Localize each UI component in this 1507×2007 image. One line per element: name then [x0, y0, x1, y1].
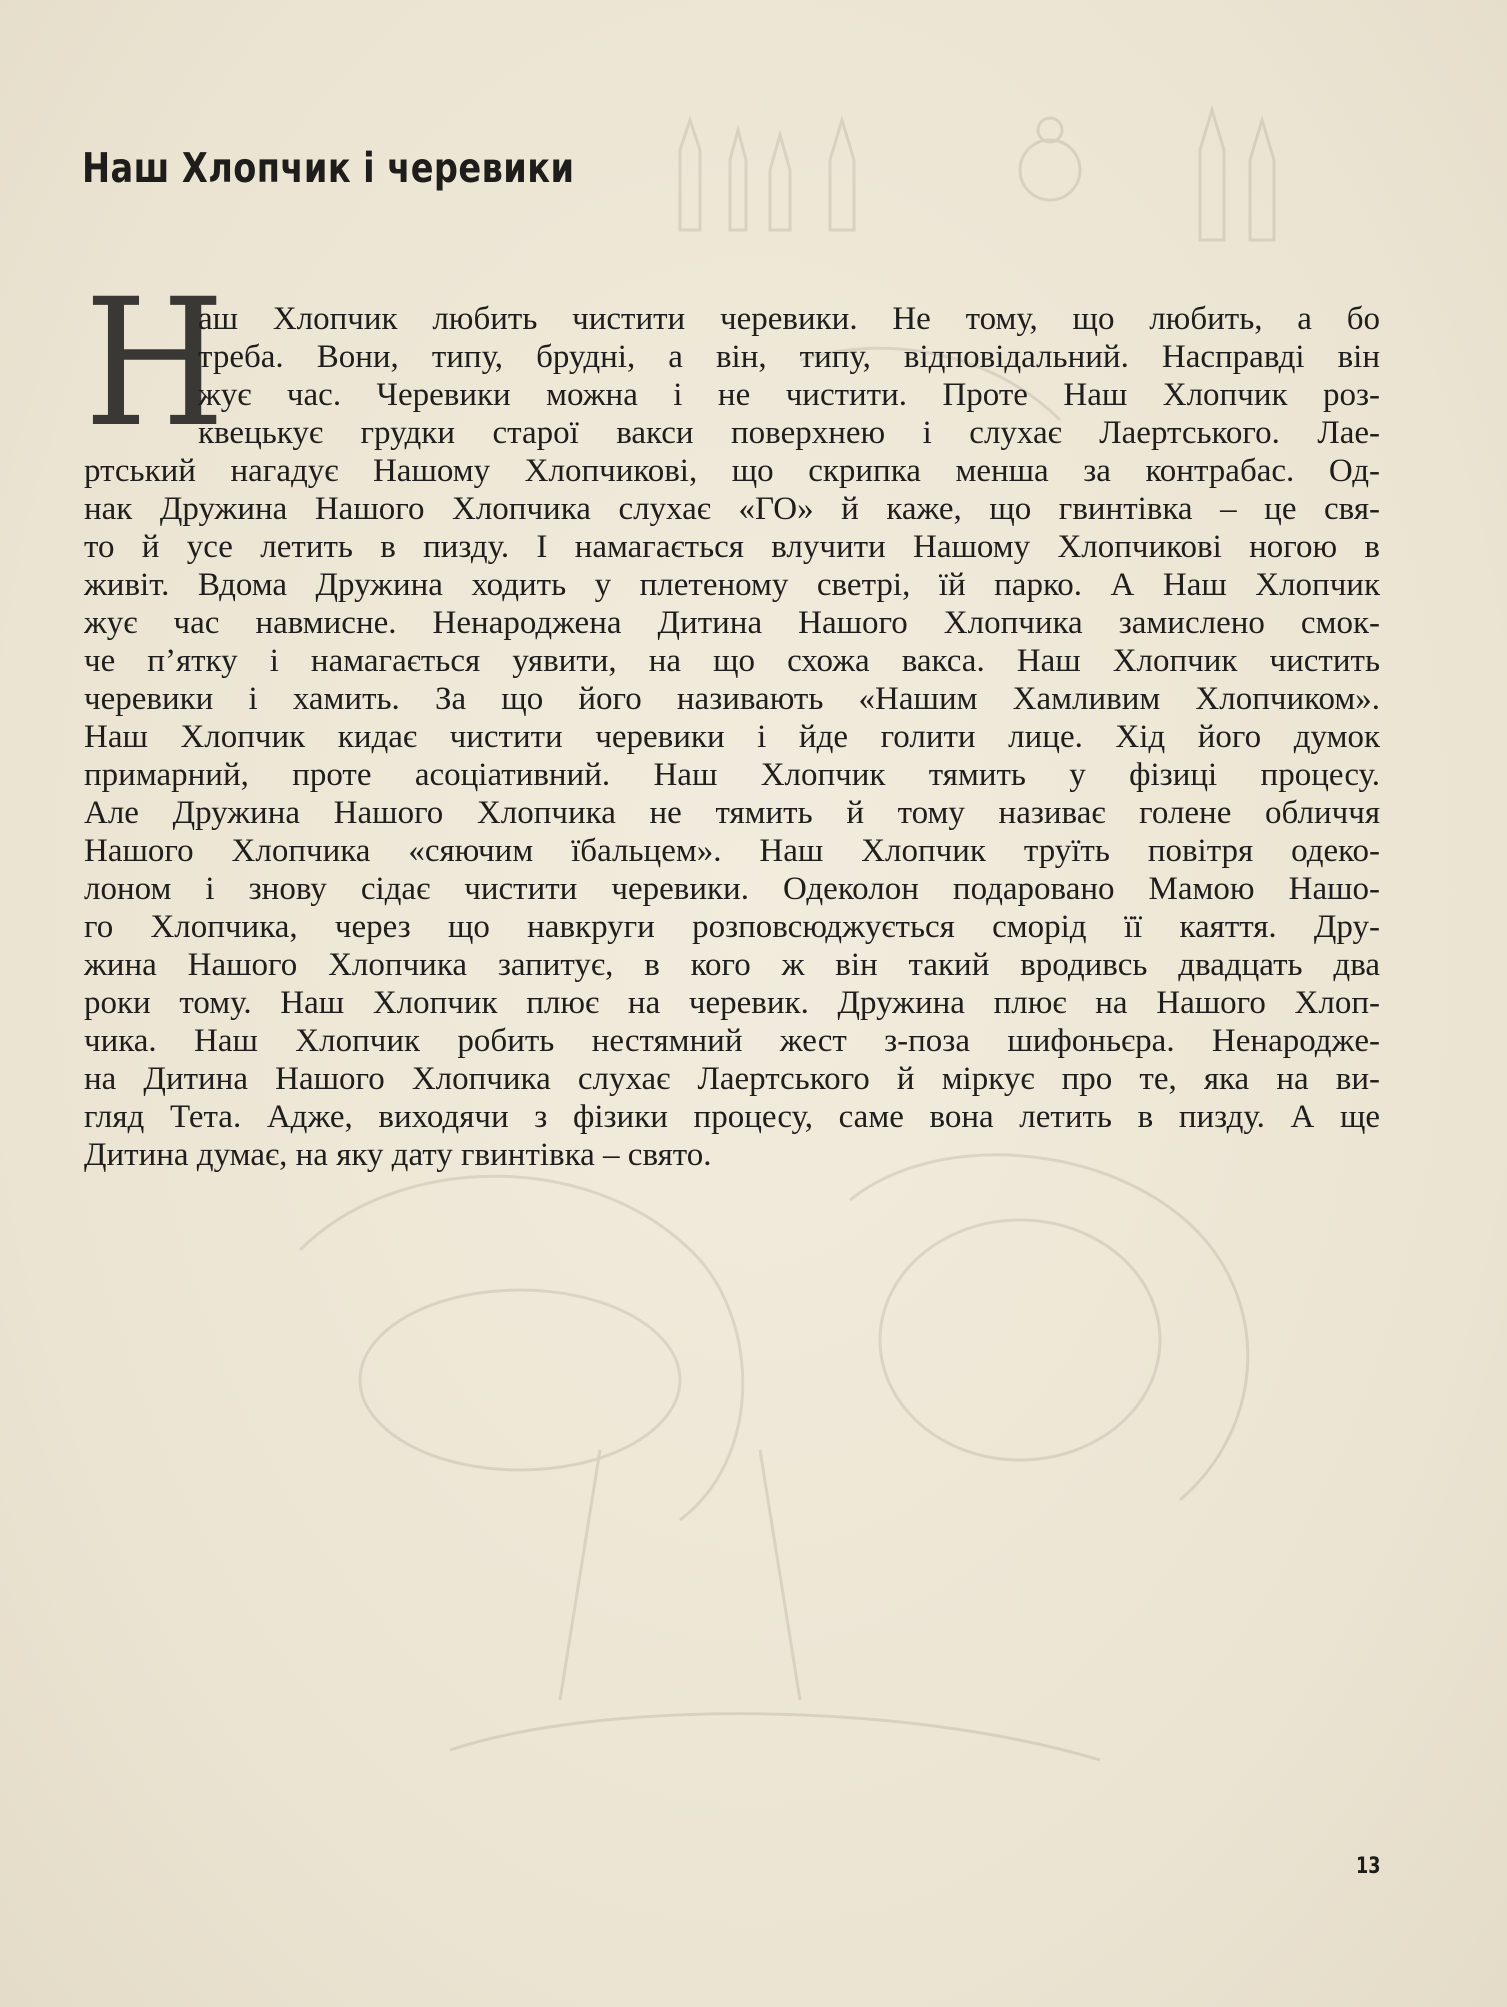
text-line: жує час. Черевики можна і не чистити. Проте Наш Хлопчик роз- — [198, 377, 1380, 413]
text-line: нак Дружина Нашого Хлопчика слухає «ГО» й каже, що гвинтівка – це свя- — [84, 491, 1380, 527]
text-line: Дитина думає, на яку дату гвинтівка – свято. — [84, 1137, 712, 1173]
text-line: примарний, проте асоціативний. Наш Хлопчик тямить у фізиці процесу. — [84, 757, 1380, 793]
text-line: го Хлопчика, через що навкруги розповсюджується сморід її каяття. Дру- — [84, 909, 1380, 945]
text-line: ртський нагадує Нашому Хлопчикові, що скрипка менша за контрабас. Од- — [84, 453, 1380, 489]
text-line: то й усе летить в пизду. І намагається влучити Нашому Хлопчикові ногою в — [84, 529, 1380, 565]
text-line: жина Нашого Хлопчика запитує, в кого ж він такий вродивсь двадцать два — [84, 947, 1380, 983]
text-line: жує час навмисне. Ненароджена Дитина Нашого Хлопчика замислено смок- — [84, 605, 1380, 641]
drop-cap: Н — [84, 261, 226, 466]
text-line: черевики і хамить. За що його називають «Нашим Хамливим Хлопчиком». — [84, 681, 1380, 717]
text-line: живіт. Вдома Дружина ходить у плетеному светрі, їй парко. А Наш Хлопчик — [84, 567, 1380, 603]
text-line: Наш Хлопчик кидає чистити черевики і йде голити лице. Хід його думок — [84, 719, 1380, 755]
text-line: Нашого Хлопчика «сяючим їбальцем». Наш Хлопчик труїть повітря одеко- — [84, 833, 1380, 869]
text-line: квецькує грудки старої вакси поверхнею і слухає Лаертського. Лае- — [198, 415, 1380, 451]
text-line: гляд Тета. Адже, виходячи з фізики процесу, саме вона летить в пизду. А ще — [84, 1099, 1380, 1135]
text-line: аш Хлопчик любить чистити черевики. Не тому, що любить, а бо — [198, 301, 1380, 337]
page-number: 13 — [1356, 1854, 1381, 1879]
text-line: треба. Вони, типу, брудні, а він, типу, відповідальний. Насправді він — [198, 339, 1380, 375]
text-line: Але Дружина Нашого Хлопчика не тямить й тому називає голене обличчя — [84, 795, 1380, 831]
chapter-title: Наш Хлопчик і черевики — [82, 144, 575, 192]
text-line: лоном і знову сідає чистити черевики. Одеколон подаровано Мамою Нашо- — [84, 871, 1380, 907]
text-line: на Дитина Нашого Хлопчика слухає Лаертського й міркує про те, яка на ви- — [84, 1061, 1380, 1097]
text-line: чика. Наш Хлопчик робить нестямний жест з-поза шифоньєра. Ненароджe- — [84, 1023, 1380, 1059]
text-line: че п’ятку і намагається уявити, на що схожа вакса. Наш Хлопчик чистить — [84, 643, 1380, 679]
text-line: роки тому. Наш Хлопчик плює на черевик. Дружина плює на Нашого Хлоп- — [84, 985, 1380, 1021]
